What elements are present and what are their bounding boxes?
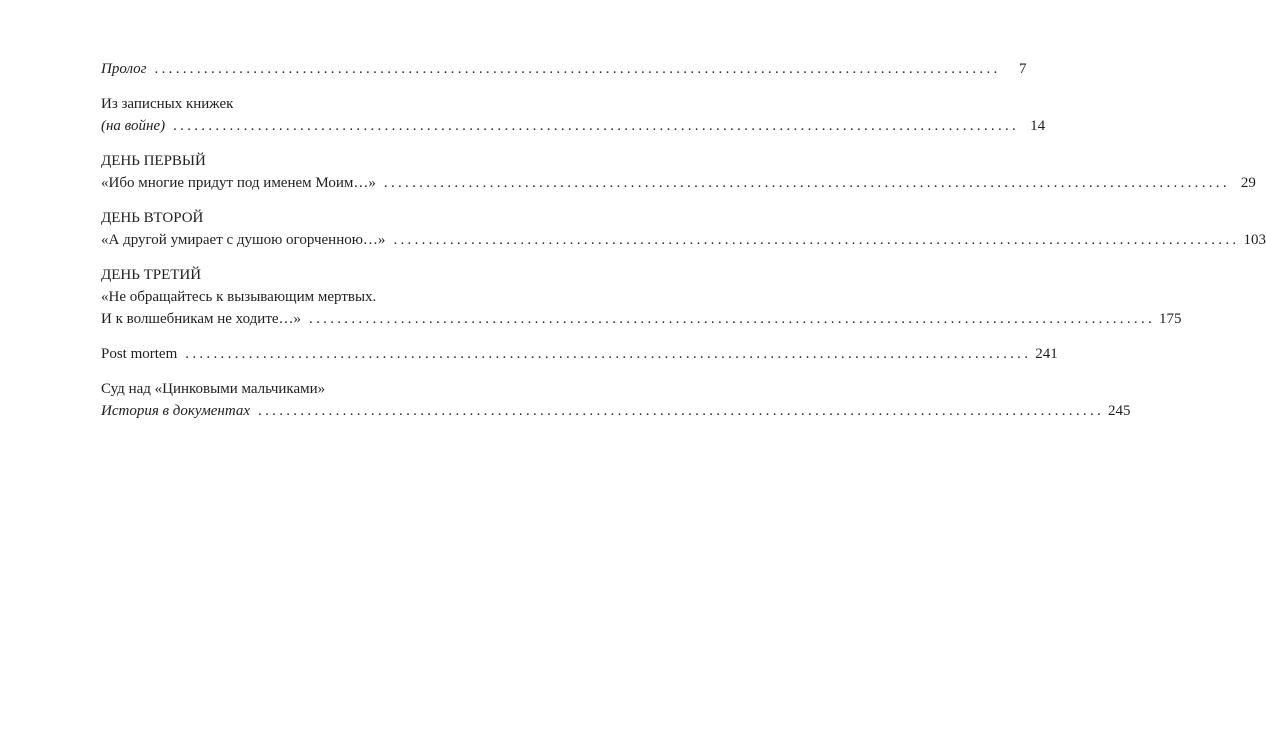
toc-entry-prologue[interactable]	[101, 58, 1027, 80]
toc-line	[101, 172, 1256, 194]
toc-entry-subtitle: И к волшебникам не ходите…»	[101, 311, 302, 327]
toc-entry-day-three[interactable]	[101, 264, 1182, 330]
toc-line	[101, 286, 488, 308]
toc-entry-subtitle: (на войне)	[101, 118, 166, 134]
dot-leader: ........................................................................................................................	[154, 61, 1001, 77]
page-number: 103	[1243, 232, 1266, 248]
toc-entry-title: ДЕНЬ ПЕРВЫЙ	[101, 153, 206, 169]
toc-entry-day-two[interactable]	[101, 207, 1266, 251]
dot-leader: ........................................................................................................................	[393, 232, 1240, 248]
dot-leader: ........................................................................................................................	[185, 346, 1032, 362]
toc-line	[101, 207, 488, 229]
toc-line	[101, 93, 488, 115]
toc-line	[101, 308, 1182, 330]
toc-line	[101, 58, 1027, 80]
toc-entry-title: ДЕНЬ ТРЕТИЙ	[101, 267, 202, 283]
page-number: 7	[1019, 61, 1027, 77]
toc-entry-subtitle: «А другой умирает с душою огорченною…»	[101, 232, 386, 248]
dot-leader: ........................................................................................................................	[258, 403, 1105, 419]
page-number: 241	[1035, 346, 1058, 362]
toc-entry-title: Пролог	[101, 61, 147, 77]
toc-line	[101, 378, 488, 400]
dot-leader: ........................................................................................................................	[173, 118, 1020, 134]
toc-entry-trial[interactable]	[101, 378, 1131, 422]
toc-entry-title: Суд над «Цинковыми мальчиками»	[101, 381, 326, 397]
toc-line	[101, 115, 1046, 137]
toc-entry-title: Из записных книжек	[101, 96, 234, 112]
toc-line	[101, 150, 488, 172]
table-of-contents	[101, 58, 1266, 435]
toc-entry-day-one[interactable]	[101, 150, 1256, 194]
toc-line	[101, 343, 1058, 365]
toc-line	[101, 264, 488, 286]
toc-entry-subtitle: «Не обращайтесь к вызывающим мертвых.	[101, 289, 377, 305]
toc-line	[101, 400, 1131, 422]
toc-entry-subtitle: История в документах	[101, 403, 251, 419]
dot-leader: ........................................................................................................................	[309, 311, 1156, 327]
toc-entry-title: ДЕНЬ ВТОРОЙ	[101, 210, 204, 226]
toc-entry-title: Post mortem	[101, 346, 178, 362]
toc-line	[101, 229, 1266, 251]
page-number: 14	[1030, 118, 1046, 134]
toc-entry-notebooks[interactable]	[101, 93, 1046, 137]
page-number: 245	[1108, 403, 1131, 419]
dot-leader: ........................................................................................................................	[383, 175, 1230, 191]
toc-entry-subtitle: «Ибо многие придут под именем Моим…»	[101, 175, 376, 191]
page-number: 175	[1159, 311, 1182, 327]
toc-entry-post-mortem[interactable]	[101, 343, 1058, 365]
page-number: 29	[1240, 175, 1256, 191]
